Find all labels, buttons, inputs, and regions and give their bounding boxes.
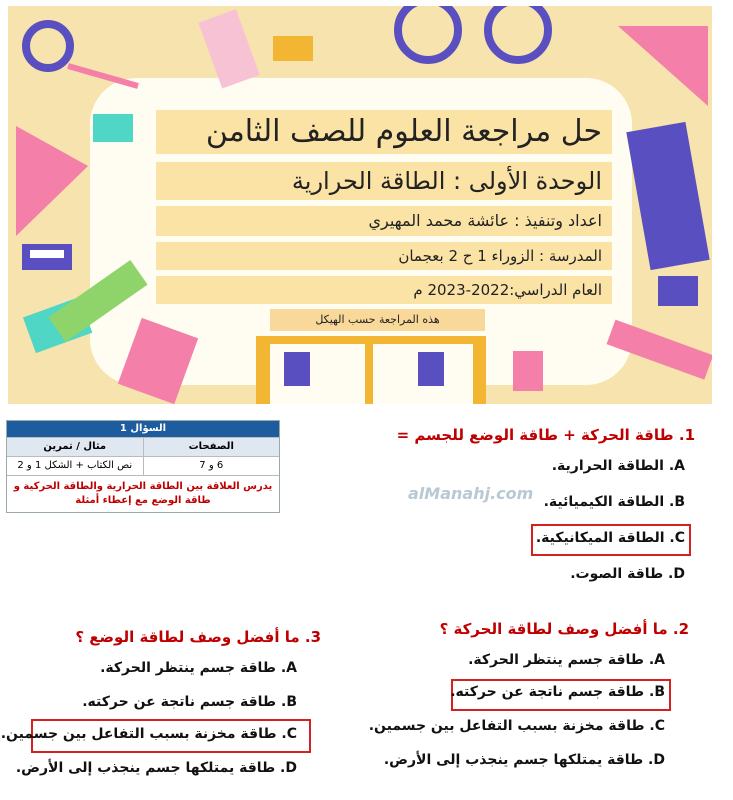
question-3-title: 3. ما أفضل وصف لطاقة الوضع ؟ (75, 628, 321, 646)
question-info-table (6, 420, 280, 513)
school-line: المدرسة : الزوراء 1 ح 2 بعجمان (156, 242, 612, 270)
q2-option-a[interactable]: A. طاقة جسم ينتظر الحركة. (468, 652, 665, 668)
col-pages-header: الصفحات (144, 437, 280, 456)
structure-note: هذه المراجعة حسب الهيكل (270, 309, 485, 331)
q3-option-c[interactable]: C. طاقة مخزنة بسبب التفاعل بين جسمين. (0, 726, 297, 742)
q2-option-b[interactable]: B. طاقة جسم ناتجة عن حركته. (450, 684, 665, 700)
cover-banner (8, 6, 712, 404)
q2-option-c[interactable]: C. طاقة مخزنة بسبب التفاعل بين جسمين. (368, 718, 665, 734)
question-1-title: 1. طاقة الحركة + طاقة الوضع للجسم = (396, 426, 695, 444)
q1-option-c[interactable]: C. الطاقة الميكانيكية. (535, 530, 685, 546)
pages-cell: 6 و 7 (144, 456, 280, 475)
col-example-header: مثال / تمرين (7, 437, 144, 456)
q3-option-d[interactable]: D. طاقة يمتلكها جسم ينجذب إلى الأرض. (15, 760, 297, 776)
q3-option-b[interactable]: B. طاقة جسم ناتجة عن حركته. (82, 694, 297, 710)
q3-option-a[interactable]: A. طاقة جسم ينتظر الحركة. (100, 660, 297, 676)
q1-option-d[interactable]: D. طاقة الصوت. (570, 566, 685, 582)
page-title: حل مراجعة العلوم للصف الثامن (156, 110, 612, 154)
q1-option-b[interactable]: B. الطاقة الكيميائية. (543, 494, 685, 510)
author-line: اعداد وتنفيذ : عائشة محمد المهيري (156, 206, 612, 236)
q1-option-a[interactable]: A. الطاقة الحرارية. (551, 458, 685, 474)
question-2-title: 2. ما أفضل وصف لطاقة الحركة ؟ (439, 620, 689, 638)
table-row (7, 456, 279, 475)
stationery-decor (8, 6, 712, 404)
unit-title: الوحدة الأولى : الطاقة الحرارية (156, 162, 612, 200)
table-header: السؤال 1 (7, 421, 279, 437)
table-note: يدرس العلاقة بين الطاقة الحرارية والطاقة الحركية و طاقة الوضع مع إعطاء أمثلة (7, 475, 279, 512)
table-row (7, 437, 279, 456)
q2-option-d[interactable]: D. طاقة يمتلكها جسم ينجذب إلى الأرض. (383, 752, 665, 768)
year-line: العام الدراسي:2022-2023 م (156, 276, 612, 304)
example-cell: نص الكتاب + الشكل 1 و 2 (7, 456, 144, 475)
watermark: alManahj.com (408, 484, 534, 503)
